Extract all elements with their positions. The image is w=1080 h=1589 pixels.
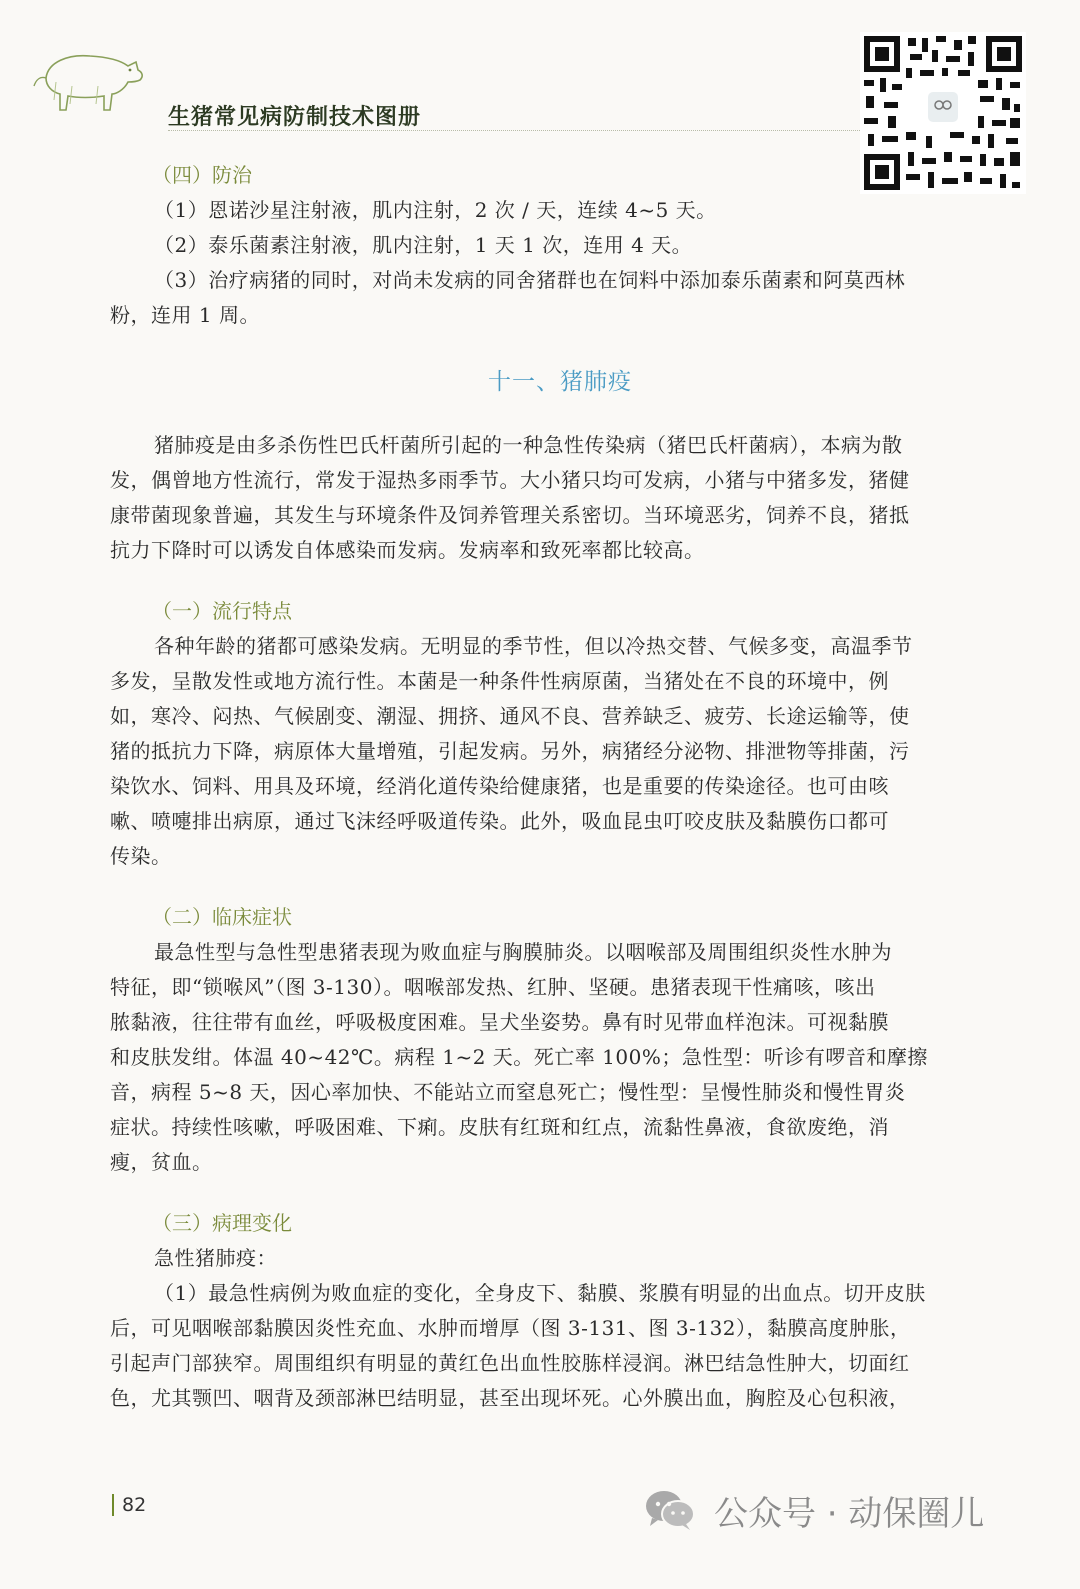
subheading-pathology: （三）病理变化 [152,1211,292,1235]
prevention-item: （3）治疗病猪的同时，对尚未发病的同舍猪群也在饲料中添加泰乐菌素和阿莫西林 [154,268,906,292]
paragraph-line: 猪的抵抗力下降，病原体大量增殖，引起发病。另外，病猪经分泌物、排泄物等排菌，污 [110,739,910,763]
subheading-clinical: （二）临床症状 [152,905,292,929]
paragraph-line: 多发，呈散发性或地方流行性。本菌是一种条件性病原菌，当猪处在不良的环境中，例 [110,669,889,693]
page-content [110,158,1010,1416]
paragraph-line: 各种年龄的猪都可感染发病。无明显的季节性，但以冷热交替、气候多变，高温季节 [154,634,913,658]
wechat-icon [644,1488,696,1532]
paragraph-line: 瘦，贫血。 [110,1150,213,1174]
pig-icon [28,36,148,116]
paragraph-line: 脓黏液，往往带有血丝，呼吸极度困难。呈犬坐姿势。鼻有时见带血样泡沫。可视黏膜 [110,1010,889,1034]
paragraph-line: 嗽、喷嚏排出病原，通过飞沫经呼吸道传染。此外，吸血昆虫叮咬皮肤及黏膜伤口都可 [110,809,889,833]
clinical-paragraph [110,935,1010,1180]
watermark-text: 公众号 · 动保圈儿 [714,1493,985,1534]
prevention-list [110,193,1010,333]
paragraph-line: 症状。持续性咳嗽，呼吸困难、下痢。皮肤有红斑和红点，流黏性鼻液，食欲废绝，消 [110,1115,889,1139]
pathology-label: 急性猪肺疫： [154,1246,277,1270]
paragraph-line: 引起声门部狭窄。周围组织有明显的黄红色出血性胶胨样浸润。淋巴结急性肿大，切面红 [110,1351,910,1375]
prevention-item: 粉，连用 1 周。 [110,303,260,327]
paragraph-line: 特征，即“锁喉风”（图 3-130）。咽喉部发热、红肿、坚硬。患猪表现干性痛咳，咳出 [110,975,876,999]
paragraph-line: 猪肺疫是由多杀伤性巴氏杆菌所引起的一种急性传染病（猪巴氏杆菌病），本病为散 [154,433,903,457]
paragraph-line: （1）最急性病例为败血症的变化，全身皮下、黏膜、浆膜有明显的出血点。切开皮肤 [154,1281,926,1305]
intro-paragraph [110,428,1010,568]
prevention-item: （1）恩诺沙星注射液，肌内注射，2 次 / 天，连续 4~5 天。 [154,198,717,222]
book-title: 生猪常见病防制技术图册 [168,104,422,130]
pathology-paragraph [110,1241,1010,1416]
paragraph-line: 音，病程 5~8 天，因心率加快、不能站立而窒息死亡；慢性型：呈慢性肺炎和慢性胃炎 [110,1080,906,1104]
header-divider [168,130,868,131]
paragraph-line: 康带菌现象普遍，其发生与环境条件及饲养管理关系密切。当环境恶劣，饲养不良，猪抵 [110,503,910,527]
paragraph-line: 传染。 [110,844,172,868]
paragraph-line: 发，偶曾地方性流行，常发于湿热多雨季节。大小猪只均可发病，小猪与中猪多发，猪健 [110,468,910,492]
epidemic-paragraph [110,629,1010,874]
subheading-prevention: （四）防治 [152,163,252,187]
page-header [20,28,850,130]
paragraph-line: 色，尤其颚凹、咽背及颈部淋巴结明显，甚至出现坏死。心外膜出血，胸腔及心包积液， [110,1386,910,1410]
section-title: 十一、猪肺疫 [488,369,632,395]
wechat-watermark [644,1488,984,1532]
paragraph-line: 和皮肤发绀。体温 40~42℃。病程 1~2 天。死亡率 100%；急性型：听诊有啰音和摩擦 [110,1045,928,1069]
paragraph-line: 最急性型与急性型患猪表现为败血症与胸膜肺炎。以咽喉部及周围组织炎性水肿为 [154,940,892,964]
paragraph-line: 抗力下降时可以诱发自体感染而发病。发病率和致死率都比较高。 [110,538,705,562]
prevention-item: （2）泰乐菌素注射液，肌内注射，1 天 1 次，连用 4 天。 [154,233,693,257]
paragraph-line: 染饮水、饲料、用具及环境，经消化道传染给健康猪，也是重要的传染途径。也可由咳 [110,774,889,798]
subheading-epidemic: （一）流行特点 [152,599,292,623]
paragraph-line: 如，寒冷、闷热、气候剧变、潮湿、拥挤、通风不良、营养缺乏、疲劳、长途运输等，使 [110,704,910,728]
page-number: 82 [122,1494,147,1516]
paragraph-line: 后，可见咽喉部黏膜因炎性充血、水肿而增厚（图 3-131、图 3-132），黏膜高度肿胀， [110,1316,911,1340]
